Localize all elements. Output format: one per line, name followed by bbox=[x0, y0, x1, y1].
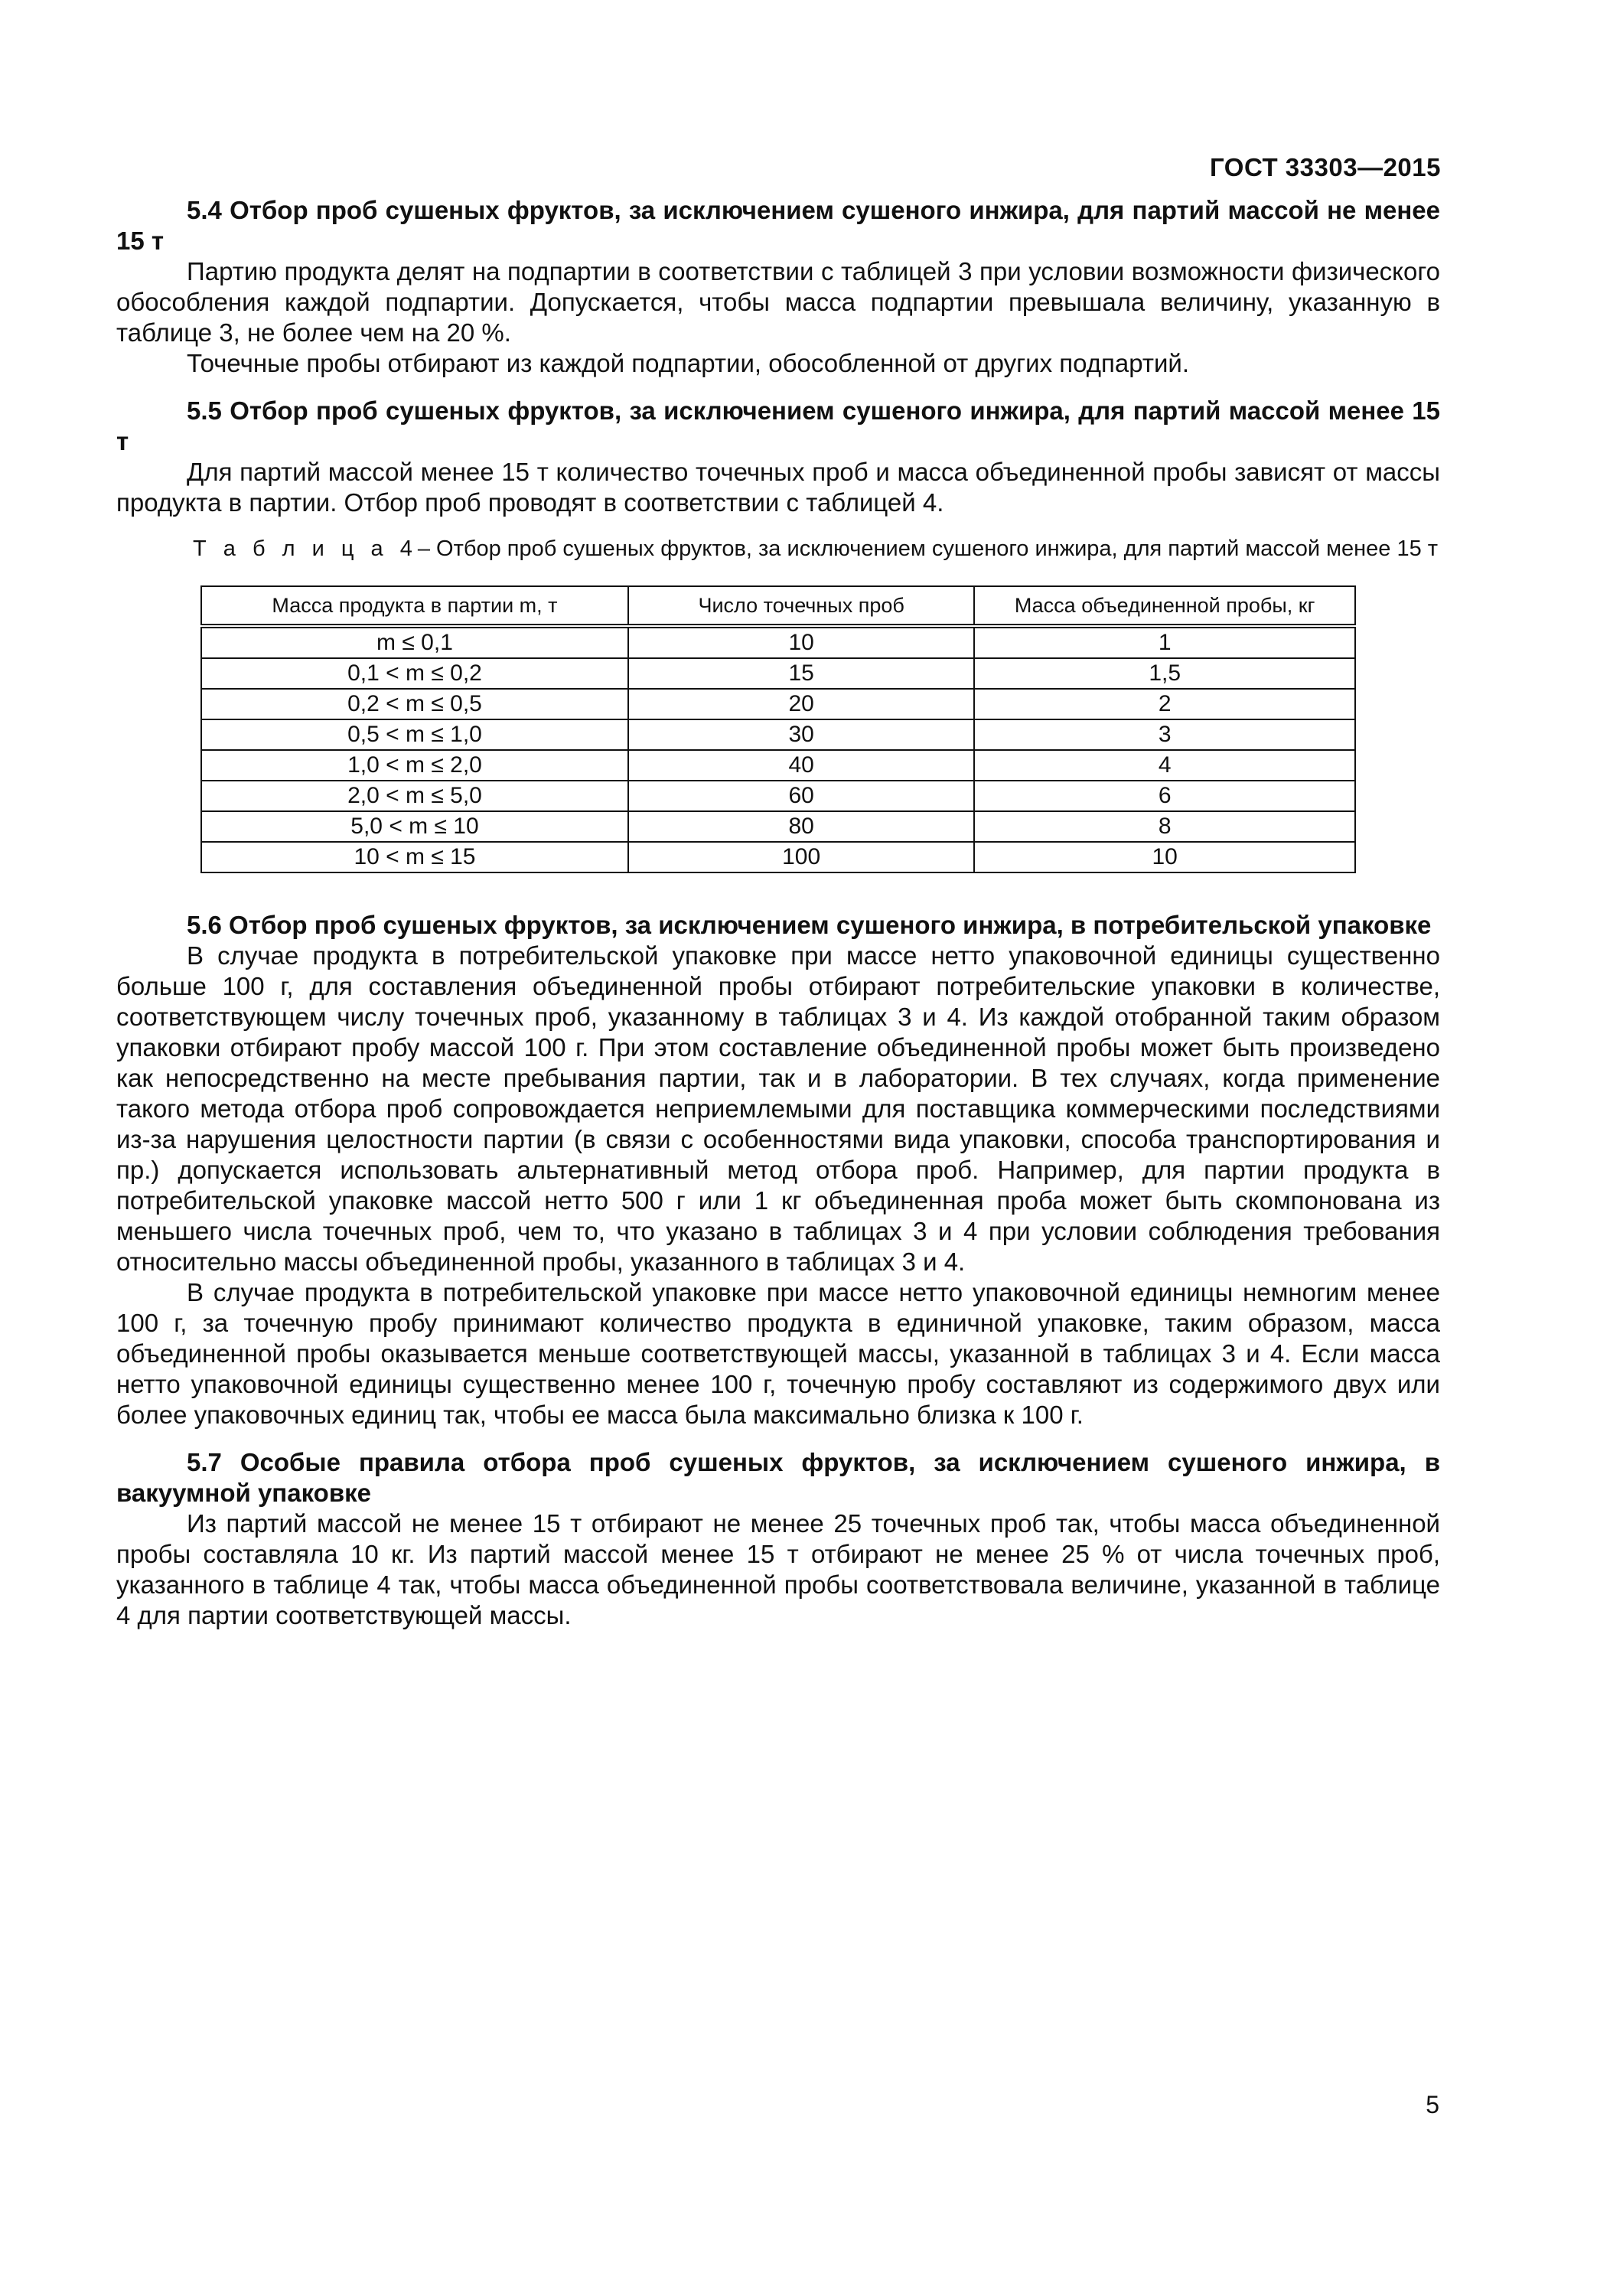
table-row bbox=[201, 658, 1355, 689]
section-5-5 bbox=[116, 396, 1440, 518]
paragraph: В случае продукта в потребительской упаковке при массе нетто упаковочной единицы немногим менее 100 г, за точечную пробу принимают количество продукта в единичной упаковке, таким образом, масса объединенной пробы оказывается меньше соответствующей массы, указанной в таблицах 3 и 4. Если масса нетто упаковочной единицы существенно менее 100 г, точечную пробу составляют из содержимого двух или более упаковочных единиц так, чтобы ее масса была максимально близка к 100 г. bbox=[116, 1278, 1440, 1429]
paragraph: Точечные пробы отбирают из каждой подпартии, обособленной от других подпартий. bbox=[187, 349, 1190, 377]
table-label: Т а б л и ц а 4 bbox=[193, 536, 418, 561]
header-cell-count: Число точечных проб bbox=[628, 586, 974, 626]
table-cell: 8 bbox=[974, 811, 1355, 842]
table-cell: 30 bbox=[628, 719, 974, 750]
section-title: 5.4 Отбор проб сушеных фруктов, за исключением сушеного инжира, для партий массой не менее 15 т bbox=[116, 196, 1440, 255]
table-cell: 0,5 < m ≤ 1,0 bbox=[201, 719, 628, 750]
table-cell: 100 bbox=[628, 842, 974, 872]
table-row bbox=[201, 626, 1355, 658]
table-cell: m ≤ 0,1 bbox=[201, 626, 628, 658]
section-5-7 bbox=[116, 1447, 1440, 1631]
table-cell: 10 < m ≤ 15 bbox=[201, 842, 628, 872]
table-cell: 0,1 < m ≤ 0,2 bbox=[201, 658, 628, 689]
paragraph: Для партий массой менее 15 т количество точечных проб и масса объединенной пробы зависят от массы продукта в партии. Отбор проб проводят в соответствии с таблицей 4. bbox=[116, 458, 1440, 517]
section-title: 5.6 Отбор проб сушеных фруктов, за исключением сушеного инжира, в потребительской упаковке bbox=[187, 911, 1432, 939]
paragraph: В случае продукта в потребительской упаковке при массе нетто упаковочной единицы существенно больше 100 г, для составления объединенной пробы отбирают потребительские упаковки в количестве, соответствующем числу точечных проб, указанному в таблицах 3 и 4. Из каждой отобранной таким образом упаковки отбирают пробу массой 100 г. При этом составление объединенной пробы может быть произведено как непосредственно на месте пребывания партии, так и в лаборатории. В тех случаях, когда применение такого метода отбора проб сопровождается неприемлемыми для поставщика коммерческими последствиями из-за нарушения целостности партии (в связи с особенностями вида упаковки, способа транспортирования и пр.) допускается использовать альтернативный метод отбора проб. Например, для партии продукта в потребительской упаковке массой нетто 500 г или 1 кг объединенная проба может быть скомпонована из меньшего числа точечных проб, чем то, что указано в таблицах 3 и 4 при условии соблюдения требования относительно массы объединенной пробы, указанного в таблицах 3 и 4. bbox=[116, 941, 1440, 1276]
section-title: 5.5 Отбор проб сушеных фруктов, за исключением сушеного инжира, для партий массой менее 15 т bbox=[116, 396, 1440, 455]
table-caption bbox=[116, 535, 1440, 563]
table-cell: 2 bbox=[974, 689, 1355, 719]
table-row bbox=[201, 689, 1355, 719]
table-cell: 3 bbox=[974, 719, 1355, 750]
table-cell: 40 bbox=[628, 750, 974, 781]
document-body bbox=[116, 195, 1440, 1648]
table-cell: 4 bbox=[974, 750, 1355, 781]
header-cell-mass: Масса продукта в партии m, т bbox=[201, 586, 628, 626]
table-row bbox=[201, 811, 1355, 842]
section-5-6 bbox=[116, 910, 1440, 1430]
table-row bbox=[201, 750, 1355, 781]
paragraph: Из партий массой не менее 15 т отбирают не менее 25 точечных проб так, чтобы масса объединенной пробы составляла 10 кг. Из партий массой менее 15 т отбирают не менее 25 % от числа точечных проб, указанного в таблице 4 так, чтобы масса объединенной пробы соответствовала величине, указанной в таблице 4 для партии соответствующей массы. bbox=[116, 1509, 1440, 1629]
table-row bbox=[201, 719, 1355, 750]
header-cell-combined-mass: Масса объединенной пробы, кг bbox=[974, 586, 1355, 626]
table-cell: 5,0 < m ≤ 10 bbox=[201, 811, 628, 842]
table-cell: 10 bbox=[974, 842, 1355, 872]
table-header-row bbox=[201, 586, 1355, 626]
section-title: 5.7 Особые правила отбора проб сушеных фруктов, за исключением сушеного инжира, в вакуумной упаковке bbox=[116, 1448, 1440, 1507]
table-cell: 20 bbox=[628, 689, 974, 719]
spacer bbox=[116, 873, 1440, 910]
table-cell: 1,5 bbox=[974, 658, 1355, 689]
sampling-table bbox=[200, 585, 1356, 873]
section-5-4 bbox=[116, 195, 1440, 379]
page-number: 5 bbox=[1426, 2091, 1439, 2118]
table-cell: 1,0 < m ≤ 2,0 bbox=[201, 750, 628, 781]
table-row bbox=[201, 842, 1355, 872]
table-cell: 0,2 < m ≤ 0,5 bbox=[201, 689, 628, 719]
table-cell: 1 bbox=[974, 626, 1355, 658]
table-cell: 10 bbox=[628, 626, 974, 658]
table-caption-text: – Отбор проб сушеных фруктов, за исключением сушеного инжира, для партий массой менее 15 т bbox=[417, 536, 1439, 561]
table-cell: 15 bbox=[628, 658, 974, 689]
table-cell: 60 bbox=[628, 781, 974, 811]
paragraph: Партию продукта делят на подпартии в соответствии с таблицей 3 при условии возможности физического обособления каждой подпартии. Допускается, чтобы масса подпартии превышала величину, указанную в таблице 3, не более чем на 20 %. bbox=[116, 257, 1440, 347]
table-cell: 80 bbox=[628, 811, 974, 842]
table-row bbox=[201, 781, 1355, 811]
table-cell: 6 bbox=[974, 781, 1355, 811]
standard-header: ГОСТ 33303—2015 bbox=[1210, 153, 1441, 181]
table-cell: 2,0 < m ≤ 5,0 bbox=[201, 781, 628, 811]
